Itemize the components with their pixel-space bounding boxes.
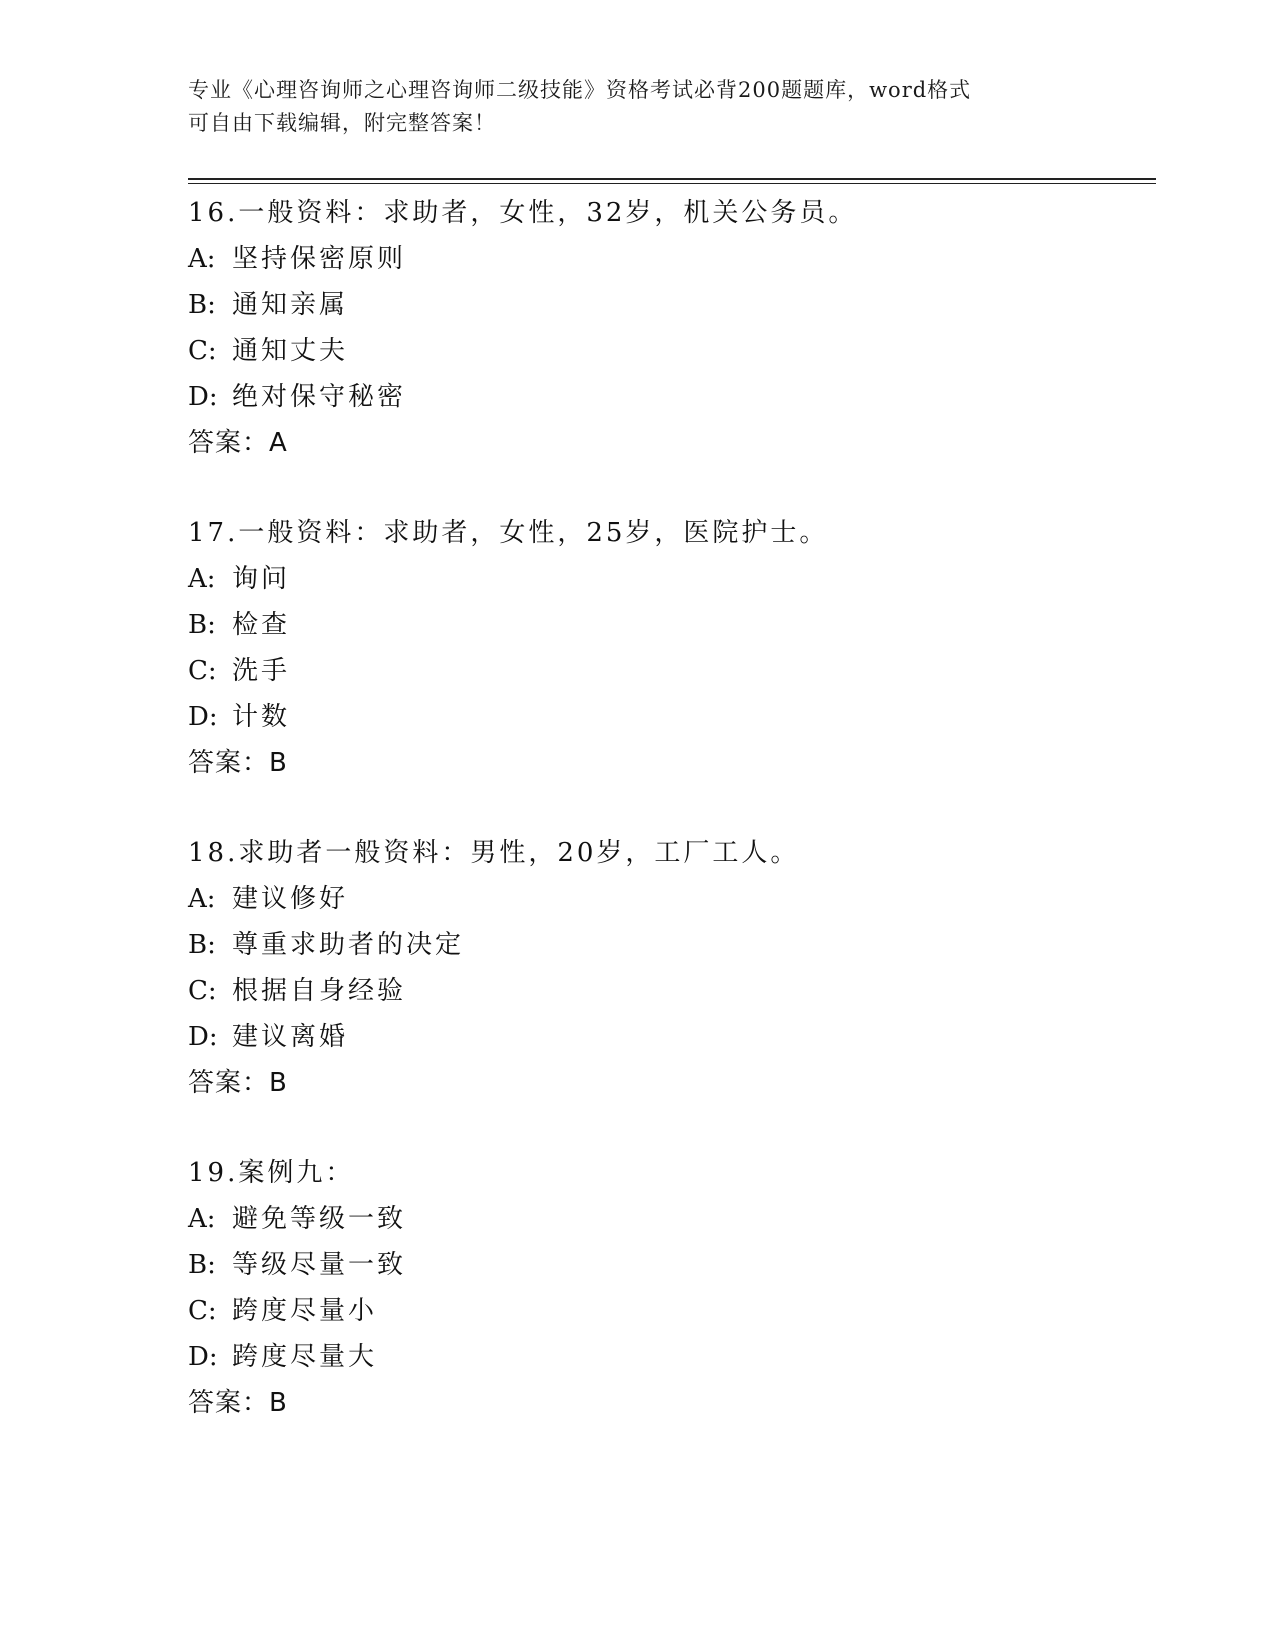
option-c [188, 328, 1156, 374]
option-b [188, 282, 1156, 328]
option-a [188, 876, 1156, 922]
option-a [188, 556, 1156, 602]
answer-line: 答案：B [188, 748, 288, 778]
answer-line: 答案：B [188, 1068, 288, 1098]
question-stem: 19.案例九： [188, 1158, 355, 1188]
option-key: A: [188, 564, 216, 594]
option-key: D: [188, 1342, 218, 1372]
question-18 [188, 830, 1156, 1150]
option-key: D: [188, 382, 218, 412]
answer-line: 答案：B [188, 1388, 288, 1418]
option-key: C: [188, 976, 217, 1006]
option-key: C: [188, 656, 217, 686]
option-text: 绝对保守秘密 [232, 382, 407, 412]
option-text: 建议修好 [232, 884, 349, 914]
option-text: 通知丈夫 [232, 336, 349, 366]
option-d [188, 1014, 1156, 1060]
option-key: C: [188, 1296, 217, 1326]
option-d [188, 694, 1156, 740]
option-text: 洗手 [232, 656, 291, 686]
option-text: 跨度尽量小 [232, 1296, 378, 1326]
option-text: 跨度尽量大 [232, 1342, 378, 1372]
header-divider-thin [188, 183, 1156, 184]
option-text: 检查 [232, 610, 291, 640]
question-16 [188, 190, 1156, 510]
header-divider-thick [188, 178, 1156, 180]
option-key: B: [188, 930, 216, 960]
option-key: A: [188, 1204, 216, 1234]
question-19 [188, 1150, 1156, 1470]
option-c [188, 968, 1156, 1014]
option-key: A: [188, 244, 216, 274]
option-key: B: [188, 1250, 216, 1280]
option-b [188, 1242, 1156, 1288]
question-list [188, 190, 1156, 1470]
option-b [188, 602, 1156, 648]
option-c [188, 648, 1156, 694]
option-d [188, 374, 1156, 420]
option-text: 通知亲属 [232, 290, 349, 320]
option-a [188, 236, 1156, 282]
question-17 [188, 510, 1156, 830]
answer-line: 答案：A [188, 428, 288, 458]
question-stem: 18.求助者一般资料：男性，20岁，工厂工人。 [188, 838, 800, 868]
option-text: 计数 [232, 702, 291, 732]
header-line-2: 可自由下载编辑，附完整答案！ [188, 111, 496, 135]
option-text: 等级尽量一致 [232, 1250, 407, 1280]
option-text: 建议离婚 [232, 1022, 349, 1052]
option-key: C: [188, 336, 217, 366]
option-b [188, 922, 1156, 968]
document-header [188, 74, 1088, 140]
question-stem: 16.一般资料：求助者，女性，32岁，机关公务员。 [188, 198, 858, 228]
option-c [188, 1288, 1156, 1334]
option-text: 询问 [232, 564, 291, 594]
header-line-1: 专业《心理咨询师之心理咨询师二级技能》资格考试必背200题题库，word格式 [188, 78, 972, 102]
option-text: 坚持保密原则 [232, 244, 407, 274]
option-key: B: [188, 290, 216, 320]
option-key: D: [188, 702, 218, 732]
option-text: 尊重求助者的决定 [232, 930, 465, 960]
option-key: D: [188, 1022, 218, 1052]
option-text: 根据自身经验 [232, 976, 407, 1006]
question-stem: 17.一般资料：求助者，女性，25岁，医院护士。 [188, 518, 829, 548]
option-key: B: [188, 610, 216, 640]
option-a [188, 1196, 1156, 1242]
option-d [188, 1334, 1156, 1380]
option-text: 避免等级一致 [232, 1204, 407, 1234]
option-key: A: [188, 884, 216, 914]
